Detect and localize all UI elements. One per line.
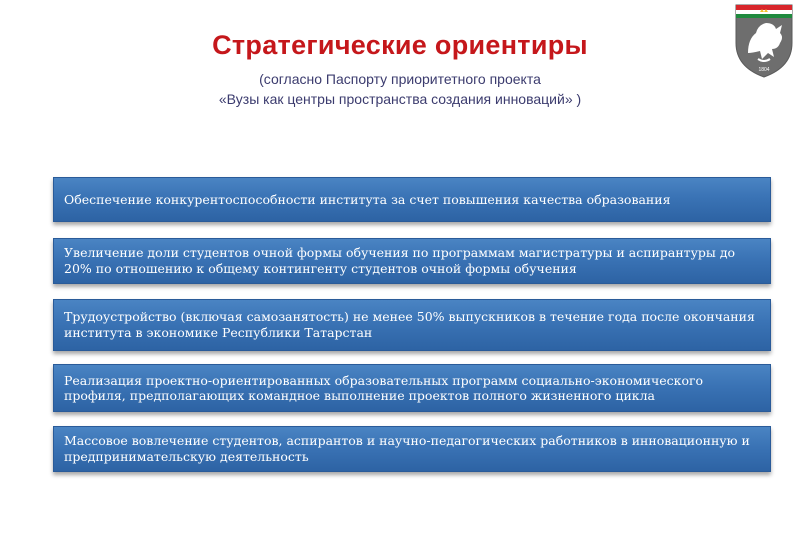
priority-item-4	[53, 364, 771, 412]
priority-item-1	[53, 177, 771, 222]
priority-item-4-text: Реализация проектно-ориентированных образовательных программ социально-экономического профиля, предполагающих командное выполнение проектов полного жизненного цикла	[64, 373, 704, 403]
page-subtitle-line-2: «Вузы как центры пространства создания инноваций» )	[218, 91, 582, 107]
university-logo	[734, 3, 794, 79]
page-subtitle-line-1: (согласно Паспорту приоритетного проекта	[259, 71, 541, 87]
logo-year-text: 1804	[758, 67, 770, 73]
priority-item-5	[53, 426, 771, 472]
priority-item-3	[53, 299, 771, 351]
priority-item-1-text: Обеспечение конкурентоспособности института за счет повышения качества образования	[64, 191, 671, 207]
priority-item-2	[53, 238, 771, 284]
page-title: Стратегические ориентиры	[212, 30, 588, 60]
priority-item-2-text: Увеличение доли студентов очной формы обучения по программам магистратуры и аспирантуры до 20% по отношению к общему контингенту студентов очной формы обучения	[64, 245, 736, 276]
priority-item-5-text: Массовое вовлечение студентов, аспирантов и научно-педагогических работников в инновационную и предпринимательскую деятельность	[64, 433, 750, 464]
priority-item-3-text: Трудоустройство (включая самозанятость) не менее 50% выпускников в течение года после окончания института в экономике Республики Татарстан	[64, 309, 755, 340]
